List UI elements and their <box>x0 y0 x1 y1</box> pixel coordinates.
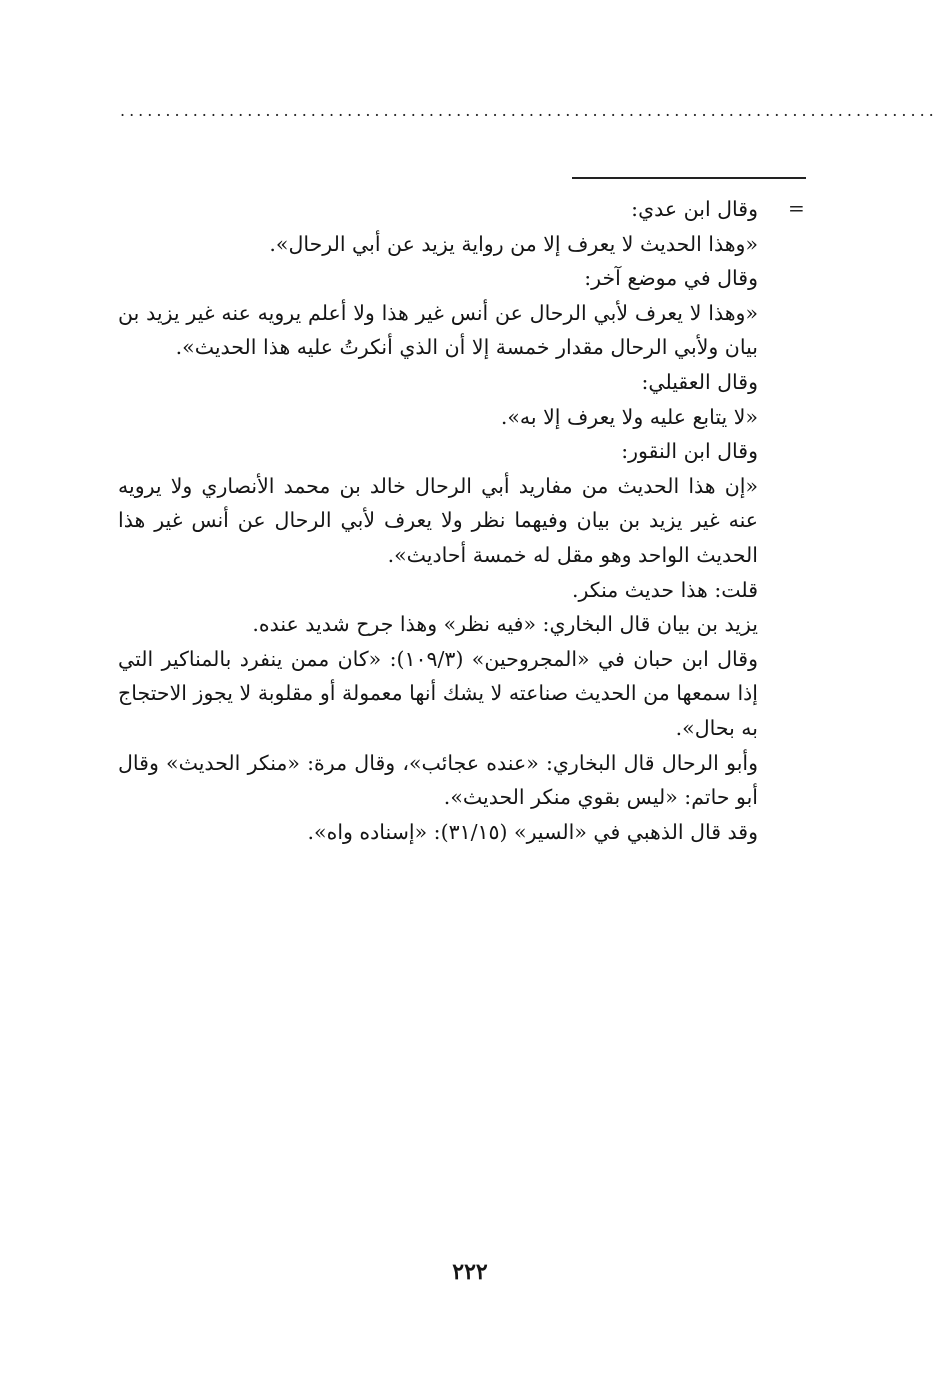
footnote-line: وقال ابن عدي: <box>631 197 758 221</box>
footnote-line: يزيد بن بيان قال البخاري: «فيه نظر» وهذا جرح شديد عنده. <box>252 612 758 637</box>
footnote-line: وقد قال الذهبي في «السير» (٣١/١٥): «إسناده واه». <box>307 819 758 844</box>
continuation-mark: = <box>788 196 805 220</box>
section-separator-dots: .......................................................................................... <box>120 101 938 120</box>
footnote-line: وقال في موضع آخر: <box>584 266 758 291</box>
footnote-line: «وهذا لا يعرف لأبي الرحال عن أنس غير هذا ولا أعلم يرويه عنه غير يزيد بن بيان ولأبي الرحال مقدار خمسة إلا أن الذي أنكرتُ عليه هذا الحديث». <box>118 300 758 360</box>
footnote-line: وقال العقيلي: <box>641 369 758 394</box>
page-number: ٢٢٢ <box>452 1259 488 1285</box>
footnote-line: «وهذا الحديث لا يعرف إلا من رواية يزيد عن أبي الرحال». <box>269 231 758 256</box>
footnote-line: وقال ابن حبان في «المجروحين» (١٠٩/٣): «كان ممن ينفرد بالمناكير التي إذا سمعها من الحديث صناعته لا يشك أنها معمولة أو مقلوبة لا يجوز الاحتجاج به بحال». <box>118 646 758 740</box>
footnote-line: «إن هذا الحديث من مفاريد أبي الرحال خالد بن محمد الأنصاري ولا يرويه عنه غير يزيد بن بيان وفيهما نظر ولا يعرف لأبي الرحال عن أنس غير هذا الحديث الواحد وهو مقل له خمسة أحاديث». <box>118 473 758 567</box>
footnote-body <box>118 192 758 849</box>
footnote-line: قلت: هذا حديث منكر. <box>571 577 758 602</box>
footnote-line: «لا يتابع عليه ولا يعرف إلا به». <box>500 404 758 429</box>
footnote-line: وقال ابن النقور: <box>621 439 758 464</box>
footnote-line: وأبو الرحال قال البخاري: «عنده عجائب»، وقال مرة: «منكر الحديث» وقال أبو حاتم: «ليس بقوي منكر الحديث». <box>118 750 758 810</box>
footnote-rule <box>572 177 806 179</box>
